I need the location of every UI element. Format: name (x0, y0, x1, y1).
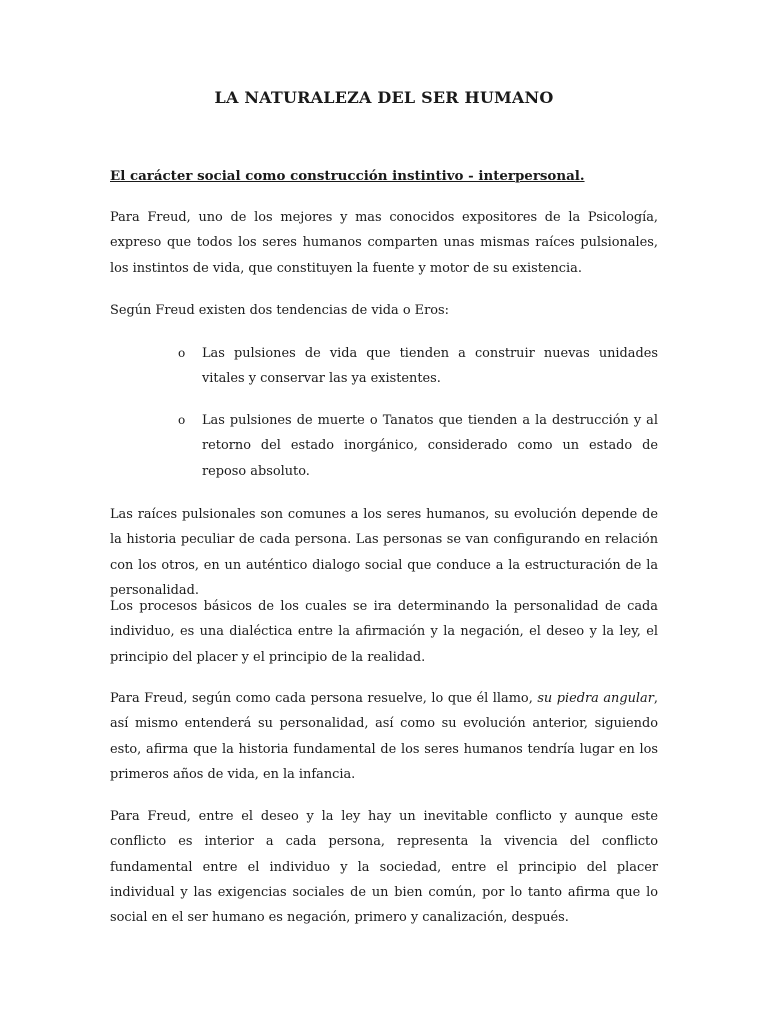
paragraph-procesos: Los procesos básicos de los cuales se ira determinando la personalidad de cada individuo, es una dialéctica entre la afirmación y la negación, el deseo y la ley, el principio del placer y el principio de la realidad. (110, 599, 658, 665)
document-title: LA NATURALEZA DEL SER HUMANO (214, 88, 554, 107)
paragraph-piedra-angular (110, 686, 658, 787)
bullet-icon: o (178, 413, 186, 427)
paragraph-raices: Las raíces pulsionales son comunes a los seres humanos, su evolución depende de la historia peculiar de cada persona. Las personas se van configurando en relación con los otros, en un auténtico dialogo social que conduce a la estructuración de la personalidad. (110, 507, 658, 598)
italic-phrase: su piedra angular (537, 691, 654, 706)
list-item-text: Las pulsiones de vida que tienden a construir nuevas unidades vitales y conservar las ya existentes. (202, 346, 658, 387)
list-item-text: Las pulsiones de muerte o Tanatos que tienden a la destrucción y al retorno del estado inorgánico, considerado como un estado de reposo absoluto. (202, 413, 658, 479)
paragraph-text: , así mismo entenderá su personalidad, así como su evolución anterior, siguiendo esto, afirma que la historia fundamental de los seres humanos tendría lugar en los primeros años de vida, en la infancia. (110, 691, 658, 782)
paragraph-freud-intro: Para Freud, uno de los mejores y mas conocidos expositores de la Psicología, expreso que todos los seres humanos comparten unas mismas raíces pulsionales, los instintos de vida, que constituyen la fuente y motor de su existencia. (110, 210, 658, 276)
bullet-icon: o (178, 346, 186, 360)
paragraph-text: Para Freud, según como cada persona resuelve, lo que él llamo, (110, 691, 538, 706)
list-item (178, 408, 658, 484)
list-item (178, 341, 658, 392)
paragraph-eros-intro: Según Freud existen dos tendencias de vida o Eros: (110, 303, 449, 318)
section-heading: El carácter social como construcción instintivo - interpersonal. (110, 168, 585, 184)
paragraph-conflicto: Para Freud, entre el deseo y la ley hay un inevitable conflicto y aunque este conflicto es interior a cada persona, representa la vivencia del conflicto fundamental entre el individuo y la sociedad, entre el principio del placer individual y las exigencias sociales de un bien común, por lo tanto afirma que lo social en el ser humano es negación, primero y canalización, después. (110, 809, 658, 926)
